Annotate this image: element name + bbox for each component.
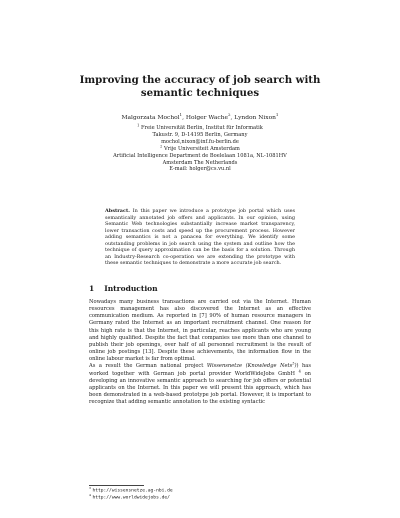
- author-name: Lyndon Nixon: [234, 115, 276, 121]
- abstract-text: In this paper we introduce a prototype job portal which uses semantically annotated job offers and applicants. In our opinion, using Semantic Web technologies substantially increase market transparency, lower transaction costs and speed up the procurement process. However adding semantics is not a panacea for everything. We identify some outstanding problems in job search using the system and outline how the technique of query approximation can be the basis for a solution. Through an Industry-Research co-operation we are extending the prototype with these semantic techniques to demonstrate a more accurate job search.: [105, 208, 295, 267]
- body-paragraph: As a result the German national project Wissensnetze (Knowledge Nets$^3$)) has worked together with German job portal provider WorldWideJobs GmbH $^4$ on developing an innovative semantic approach to searching for job offers or potential applicants on the Internet. In this paper we will present this approach, which has been demonstrated in a web-based prototype job portal. However, it is important to recognize that adding semantic annotation to the existing syntactic: [89, 361, 311, 406]
- affiliation-line: Takustr. 9, D-14195 Berlin, Germany: [152, 131, 248, 138]
- affiliation-line: $^1$ Freie Universität Berlin, Institut für Informatik: [137, 123, 263, 131]
- affiliation-block: [40, 146, 360, 174]
- author-name: Malgorzata Mochol: [121, 115, 180, 121]
- section-heading: [89, 284, 158, 293]
- abstract-label: Abstract.: [105, 208, 130, 214]
- affiliation-line: $^2$ Vrije Universiteit Amsterdam: [160, 144, 240, 152]
- paper-title: [50, 74, 350, 100]
- project-name: Wissensnetze (Knowledge Nets: [206, 363, 293, 370]
- title-line-2: semantic techniques: [140, 87, 260, 99]
- footnote-link[interactable]: http://www.worldwidejobs.de/: [92, 495, 170, 501]
- section-number: 1: [89, 284, 95, 293]
- body-paragraph: Nowadays many business transactions are carried out via the Internet. Human resources management has also discovered the Internet as an effective communication medium. As reported in [7] 90% of human resource managers in Germany rated the Internet as an important recruitment channel. One reason for this high rate is that the Internet, in particular, reaches applicants who are young and highly qualified. Despite the fact that companies use more than one channel to publish their job openings, over half of all personnel recruitment is the result of online job postings [13]. Despite these achievements, the information flow in the online labour market is far from optimal.: [89, 299, 311, 363]
- footnote-ref: 3: [292, 361, 295, 366]
- footnote-mark: 3: [89, 486, 91, 490]
- section-title: Introduction: [104, 284, 158, 293]
- author-list: Malgorzata Mochol$^1$, Holger Wache$^2$, Lyndon Nixon$^1$: [121, 112, 279, 121]
- author-affiliation-mark: 2: [228, 112, 231, 118]
- affiliation-mark: 2: [160, 144, 163, 149]
- title-line-1: Improving the accuracy of job search with: [79, 74, 321, 86]
- author-affiliation-mark: 1: [179, 112, 183, 118]
- author-affiliation-mark: 1: [275, 112, 279, 118]
- affiliation-email: E-mail: holger@cs.vu.nl: [169, 166, 231, 173]
- affiliation-email: mochol,nixon@inf.fu-berlin.de: [161, 138, 239, 145]
- section-body: [89, 299, 311, 406]
- footnotes: [89, 488, 311, 502]
- abstract: [105, 208, 295, 267]
- affiliation-line: Artificial Intelligence Department de Boelelaan 1081a, NL-1081HV: [113, 152, 287, 159]
- footnote-mark: 4: [89, 493, 91, 498]
- affiliations: [40, 125, 360, 173]
- footnote-divider: [89, 485, 144, 486]
- affiliation-line: Amsterdam The Netherlands: [162, 159, 238, 166]
- author-name: Holger Wache: [185, 115, 228, 121]
- footnote: [89, 495, 311, 502]
- footnote-link[interactable]: http://wissensnetze.ag-nbi.de: [92, 488, 173, 494]
- footnote-ref: 4: [298, 368, 301, 373]
- affiliation-mark: 1: [137, 123, 140, 128]
